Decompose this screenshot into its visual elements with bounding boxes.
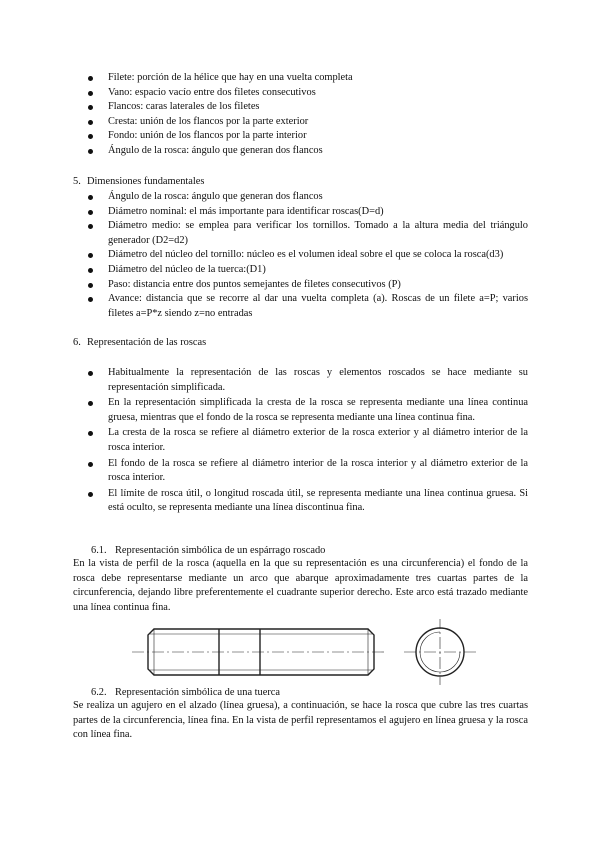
list-item: Paso: distancia entre dos puntos semejantes de filetes consecutivos (P) bbox=[108, 278, 528, 293]
bullet-icon bbox=[88, 195, 93, 200]
section-6-heading bbox=[73, 336, 206, 351]
bullet-icon bbox=[88, 210, 93, 215]
list-item: Diámetro medio: se emplea para verificar los tornillos. Tomado a la altura media del triángulo generador (D2=d2) bbox=[108, 219, 528, 248]
bullet-icon bbox=[88, 149, 93, 154]
bullet-icon bbox=[88, 462, 93, 467]
subsection-title: Representación simbólica de un espárrago roscado bbox=[115, 545, 326, 556]
list-item: Diámetro del núcleo de la tuerca:(D1) bbox=[108, 263, 528, 278]
section-title: Dimensiones fundamentales bbox=[87, 176, 205, 187]
bullet-icon bbox=[88, 297, 93, 302]
list-item: Cresta: unión de los flancos por la parte exterior bbox=[108, 115, 528, 130]
list-item: Habitualmente la representación de las roscas y elementos roscados se hace mediante su representación simplificada. bbox=[108, 366, 528, 395]
section-number: 5. bbox=[73, 176, 81, 187]
list-item: Ángulo de la rosca: ángulo que generan dos flancos bbox=[108, 144, 528, 159]
subsection-number: 6.1. bbox=[91, 545, 107, 556]
bullet-icon bbox=[88, 268, 93, 273]
stud-side-view bbox=[132, 629, 386, 675]
list-item: Filete: porción de la hélice que hay en una vuelta completa bbox=[108, 71, 528, 86]
section-number: 6. bbox=[73, 337, 81, 348]
subsection-6-2-text: Se realiza un agujero en el alzado (línea gruesa), a continuación, se hace la rosca que cubre las tres cuartas partes de la circunferencia, línea fina. En la vista de perfil representamos el agujero en línea gruesa y la rosca con línea fina. bbox=[73, 700, 528, 741]
list-item: El fondo de la rosca se refiere al diámetro interior de la rosca interior y al diámetro exterior de la rosca interior. bbox=[108, 457, 528, 486]
list-item: Diámetro nominal: el más importante para identificar roscas(D=d) bbox=[108, 205, 528, 220]
thread-representation-list bbox=[108, 366, 528, 516]
bullet-icon bbox=[88, 401, 93, 406]
thread-parts-list bbox=[108, 71, 528, 159]
bullet-icon bbox=[88, 134, 93, 139]
stud-profile-view bbox=[404, 619, 477, 685]
list-item: El límite de rosca útil, o longitud roscada útil, se representa mediante una línea continua gruesa. Si está oculto, se representa mediante una línea discontinua fina. bbox=[108, 487, 528, 516]
list-item: La cresta de la rosca se refiere al diámetro exterior de la rosca exterior y al diámetro interior de la rosca interior. bbox=[108, 426, 528, 455]
list-item: Avance: distancia que se recorre al dar una vuelta completa (a). Roscas de un filete a=P; varios filetes a=P*z siendo z=no entradas bbox=[108, 292, 528, 321]
bullet-icon bbox=[88, 105, 93, 110]
subsection-title: Representación simbólica de una tuerca bbox=[115, 687, 281, 698]
bullet-icon bbox=[88, 224, 93, 229]
bullet-icon bbox=[88, 283, 93, 288]
fundamental-dimensions-list bbox=[108, 190, 528, 321]
bullet-icon bbox=[88, 76, 93, 81]
bullet-icon bbox=[88, 120, 93, 125]
bullet-icon bbox=[88, 371, 93, 376]
list-item: Vano: espacio vacío entre dos filetes consecutivos bbox=[108, 86, 528, 101]
subsection-6-1-text: En la vista de perfil de la rosca (aquella en la que su representación es una circunferencia) el fondo de la rosca debe representarse mediante un arco que abarque aproximadamente tres cuartas partes de la circunferencia, dejando libre preferentemente el cuadrante superior derecho. Este arco está trazado mediante una línea continua fina. bbox=[73, 558, 528, 613]
list-item: Diámetro del núcleo del tornillo: núcleo es el volumen ideal sobre el que se coloca la rosca(d3) bbox=[108, 248, 528, 263]
subsection-number: 6.2. bbox=[91, 687, 107, 698]
bullet-icon bbox=[88, 253, 93, 258]
bullet-icon bbox=[88, 492, 93, 497]
section-5-heading bbox=[73, 175, 204, 190]
bullet-icon bbox=[88, 431, 93, 436]
list-item: Ángulo de la rosca: ángulo que generan dos flancos bbox=[108, 190, 528, 205]
section-title: Representación de las roscas bbox=[87, 337, 207, 348]
list-item: En la representación simplificada la cresta de la rosca se representa mediante una línea continua gruesa, mientras que el fondo de la rosca se representa mediante una línea continua fina. bbox=[108, 396, 528, 425]
list-item: Fondo: unión de los flancos por la parte interior bbox=[108, 129, 528, 144]
bullet-icon bbox=[88, 91, 93, 96]
threaded-stud-drawing bbox=[0, 619, 600, 685]
list-item: Flancos: caras laterales de los filetes bbox=[108, 100, 528, 115]
